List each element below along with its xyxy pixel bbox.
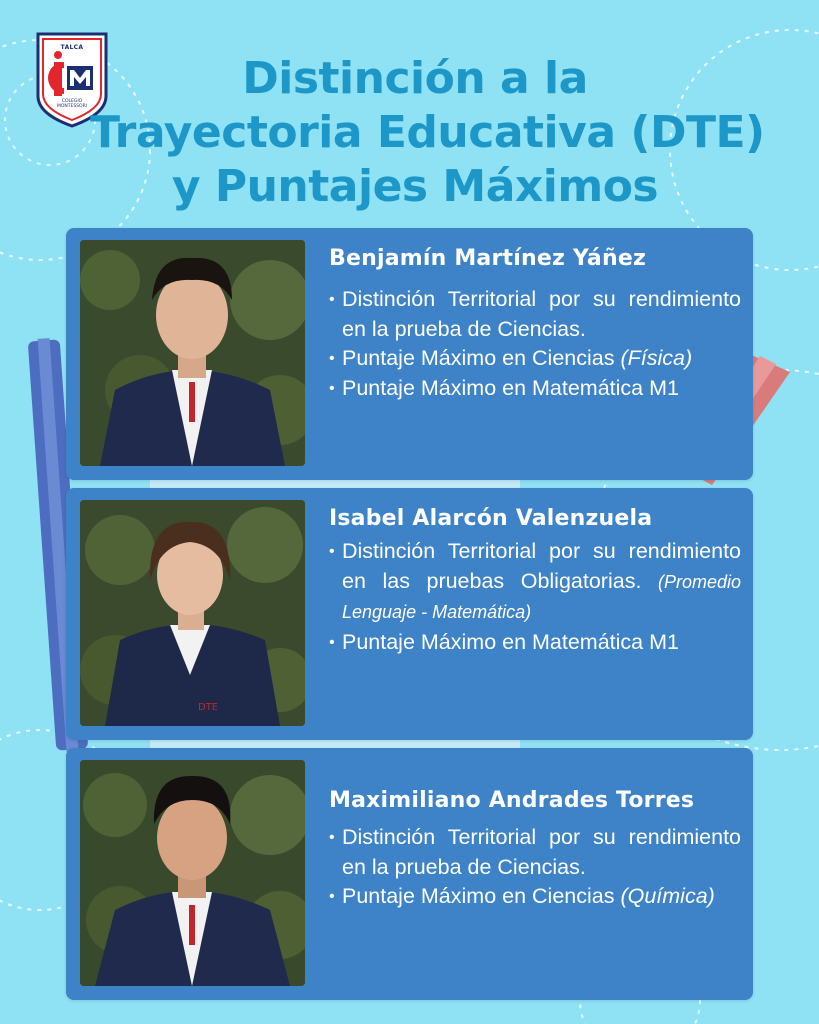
achievement-item — [329, 344, 741, 374]
student-card — [66, 488, 753, 740]
logo-sub-text-2: MONTESSORI — [56, 104, 88, 109]
title-line-3: y Puntajes Máximos — [171, 161, 659, 212]
achievement-text: Puntaje Máximo en Ciencias — [342, 346, 621, 370]
student-photo — [80, 240, 305, 466]
achievement-note: (Física) — [620, 346, 693, 370]
achievement-list — [329, 823, 741, 912]
svg-text:DTE: DTE — [198, 702, 219, 713]
achievement-item — [329, 537, 741, 628]
student-name: Benjamín Martínez Yáñez — [329, 246, 646, 271]
student-info — [329, 506, 741, 657]
achievement-item — [329, 285, 741, 344]
student-card — [66, 228, 753, 480]
student-info — [329, 788, 741, 912]
achievement-item — [329, 882, 741, 912]
achievement-text: Distinción Territorial por su rendimiento en la prueba de Ciencias. — [342, 287, 741, 341]
achievement-note: (Promedio Lenguaje - Matemática) — [342, 571, 741, 622]
title-line-1: Distinción a la — [242, 53, 588, 104]
achievement-text: Puntaje Máximo en Ciencias — [342, 884, 621, 908]
student-card — [66, 748, 753, 1000]
achievement-text: Distinción Territorial por su rendimiento en las pruebas Obligatorias. — [342, 539, 741, 593]
achievement-text: Distinción Territorial por su rendimiento en la prueba de Ciencias. — [342, 825, 741, 879]
title-line-2: Trayectoria Educativa (DTE) — [90, 107, 765, 158]
achievement-item — [329, 374, 741, 404]
student-photo — [80, 500, 305, 726]
achievement-list — [329, 537, 741, 657]
achievement-text: Puntaje Máximo en Matemática M1 — [342, 629, 679, 654]
page-title — [90, 52, 765, 214]
achievement-note: (Química) — [620, 884, 715, 908]
student-name: Isabel Alarcón Valenzuela — [329, 506, 653, 531]
achievement-list — [329, 285, 741, 403]
student-name: Maximiliano Andrades Torres — [329, 788, 695, 813]
student-photo — [80, 760, 305, 986]
achievement-item — [329, 628, 741, 658]
logo-top-text: TALCA — [60, 44, 84, 51]
achievement-text: Puntaje Máximo en Matemática M1 — [342, 375, 679, 400]
achievement-item — [329, 823, 741, 882]
logo-sub-text-1: COLEGIO — [61, 99, 83, 104]
student-info — [329, 246, 741, 403]
